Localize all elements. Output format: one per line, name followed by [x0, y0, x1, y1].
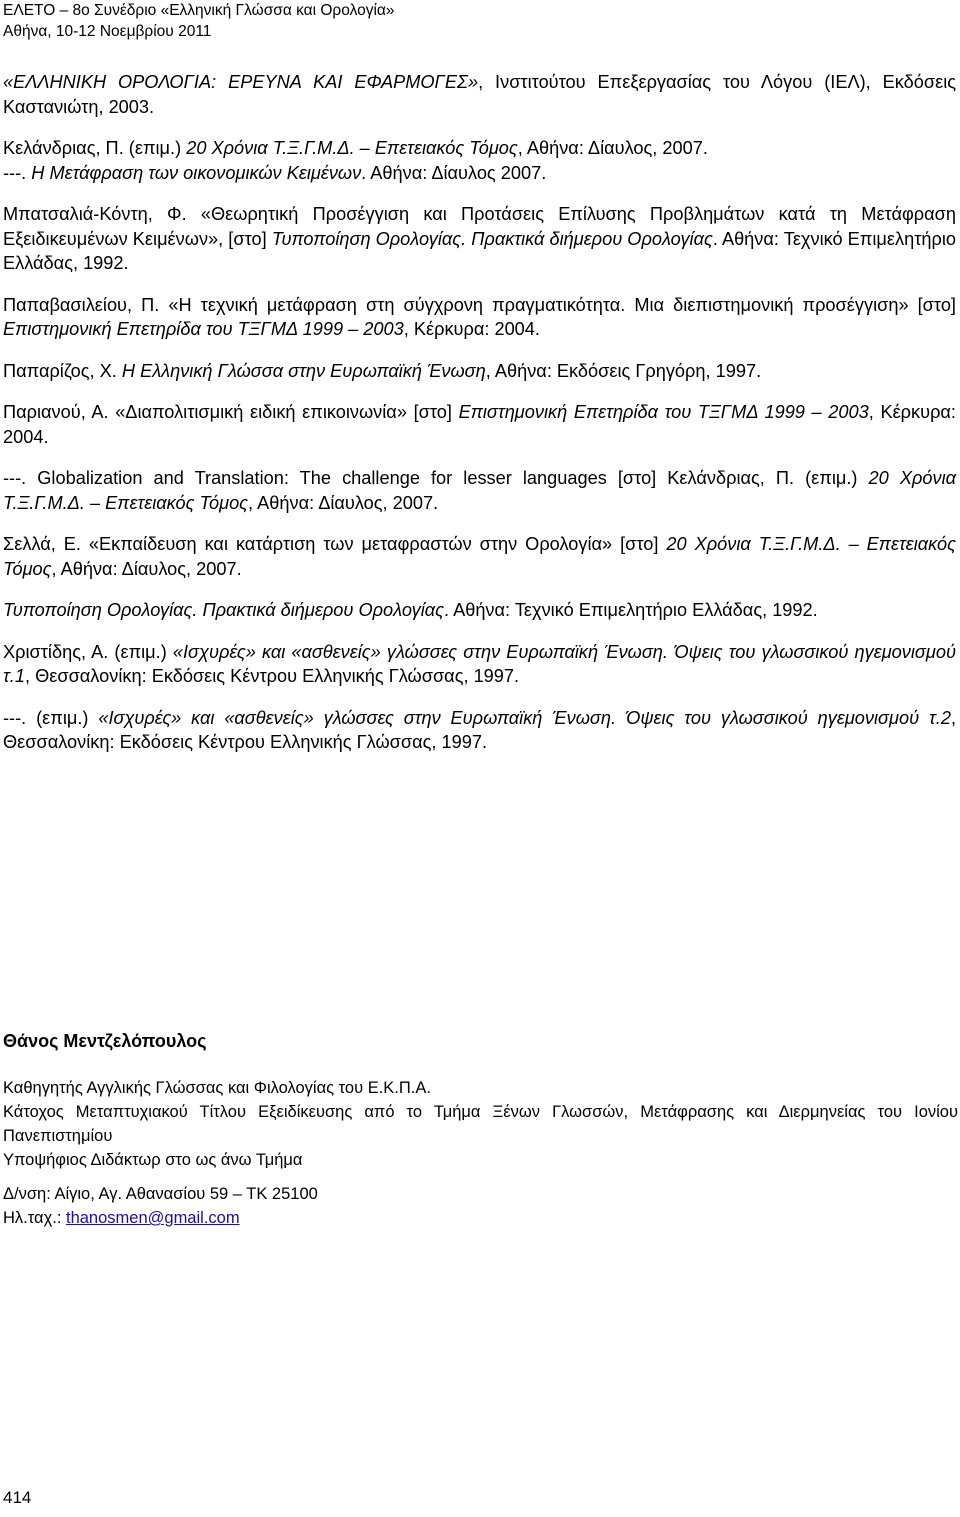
reference-entry: [3, 293, 956, 342]
reference-title: 20 Χρόνια Τ.Ξ.Γ.Μ.Δ. – Επετειακός Τόμος: [186, 138, 518, 158]
reference-entry: [3, 70, 956, 119]
reference-text: , Θεσσαλονίκη: Εκδόσεις Κέντρου Ελληνικής Γλώσσας, 1997.: [24, 666, 520, 686]
reference-title: Τυποποίηση Ορολογίας. Πρακτικά διήμερου Ορολογίας: [271, 228, 713, 249]
reference-title: «Ισχυρές» και «ασθενείς» γλώσσες στην Ευρωπαϊκή Ένωση. Όψεις του γλωσσικού ηγεμονισμού τ.1: [3, 641, 956, 686]
email-link[interactable]: thanosmen@gmail.com: [66, 1209, 240, 1227]
reference-title: Τυποποίηση Ορολογίας. Πρακτικά διήμερου Ορολογίας: [3, 600, 444, 620]
reference-title: Επιστημονική Επετηρίδα του ΤΞΓΜΔ 1999 – 2003: [3, 319, 404, 339]
reference-text: Παριανού, Α. «Διαπολιτισμική ειδική επικοινωνία» [στο]: [3, 402, 459, 422]
author-title-1: Καθηγητής Αγγλικής Γλώσσας και Φιλολογίας του Ε.Κ.Π.Α.: [3, 1079, 431, 1097]
header-conference: ΕΛΕΤΟ – 8ο Συνέδριο «Ελληνική Γλώσσα και Ορολογία»: [3, 2, 395, 19]
reference-text: ---.: [3, 162, 32, 183]
page-number: 414: [3, 1488, 32, 1507]
reference-text: Κελάνδριας, Π. (επιμ.): [3, 138, 187, 158]
reference-text: Χριστίδης, Α. (επιμ.): [3, 641, 173, 662]
reference-text: Μπατσαλιά-Κόντη, Φ. «Θεωρητική Προσέγγιση και Προτάσεις Επίλυσης Προβλημάτων κατά τη Μετάφραση Εξειδικευμένων Κειμένων», [στο]: [3, 204, 956, 249]
author-email-line: [3, 1206, 958, 1230]
reference-entry: [3, 466, 956, 515]
reference-title: Η Ελληνική Γλώσσα στην Ευρωπαϊκή Ένωση: [121, 360, 486, 381]
reference-text: , Ινστιτούτου Επεξεργασίας του Λόγου (ΙΕΛ), Εκδόσεις Καστανιώτη, 2003.: [3, 72, 956, 117]
author-bio: [3, 1028, 958, 1230]
reference-entry: [3, 136, 956, 185]
reference-text: Σελλά, Ε. «Εκπαίδευση και κατάρτιση των μεταφραστών στην Ορολογία» [στο]: [3, 534, 667, 554]
reference-text: ---. (επιμ.): [3, 707, 99, 728]
reference-title: «ΕΛΛΗΝΙΚΗ ΟΡΟΛΟΓΙΑ: ΕΡΕΥΝΑ ΚΑΙ ΕΦΑΡΜΟΓΕΣ»: [3, 72, 479, 92]
page-header: [3, 0, 394, 42]
reference-entry: [3, 640, 956, 689]
author-name: Θάνος Μεντζελόπουλος: [3, 1031, 207, 1051]
reference-entry: [3, 532, 956, 581]
email-label: Ηλ.ταχ.:: [3, 1209, 66, 1227]
author-address: Δ/νση: Αίγιο, Αγ. Αθανασίου 59 – ΤΚ 25100: [3, 1185, 318, 1203]
reference-text: . Αθήνα: Δίαυλος 2007.: [361, 162, 547, 183]
reference-entry: [3, 202, 956, 276]
reference-text: , Αθήνα: Δίαυλος, 2007.: [248, 492, 439, 513]
reference-text: . Αθήνα: Τεχνικό Επιμελητήριο Ελλάδας, 1992.: [3, 228, 956, 273]
reference-text: Παπαβασιλείου, Π. «Η τεχνική μετάφραση στη σύγχρονη πραγματικότητα. Μια διεπιστημονική προσέγγιση» [στο]: [3, 294, 956, 315]
reference-entry: [3, 706, 956, 755]
reference-text: , Κέρκυρα: 2004.: [403, 319, 540, 339]
header-place-date: Αθήνα, 10-12 Νοεμβρίου 2011: [3, 23, 212, 40]
reference-entry: [3, 400, 956, 449]
reference-text: , Αθήνα: Εκδόσεις Γρηγόρη, 1997.: [485, 360, 762, 381]
reference-text: . Αθήνα: Τεχνικό Επιμελητήριο Ελλάδας, 1992.: [443, 600, 818, 620]
reference-title: 20 Χρόνια Τ.Ξ.Γ.Μ.Δ. – Επετειακός Τόμος: [3, 468, 957, 513]
reference-title: 20 Χρόνια Τ.Ξ.Γ.Μ.Δ. – Επετειακός Τόμος: [3, 534, 956, 579]
author-title-2: Κάτοχος Μεταπτυχιακού Τίτλου Εξειδίκευσης από το Τμήμα Ξένων Γλωσσών, Μετάφρασης και Διερμηνείας του Ιονίου Πανεπιστημίου: [3, 1103, 958, 1145]
reference-entry: [3, 359, 956, 384]
reference-entry: [3, 598, 956, 623]
reference-text: , Αθήνα: Δίαυλος, 2007.: [517, 138, 708, 158]
reference-text: ---. Globalization and Translation: The challenge for lesser languages [στο] Κελάνδριας, Π. (επιμ.): [3, 468, 869, 488]
reference-text: , Θεσσαλονίκη: Εκδόσεις Κέντρου Ελληνικής Γλώσσας, 1997.: [3, 707, 956, 752]
reference-title: «Ισχυρές» και «ασθενείς» γλώσσες στην Ευρωπαϊκή Ένωση. Όψεις του γλωσσικού ηγεμονισμού τ.2: [98, 707, 951, 728]
reference-title: Επιστημονική Επετηρίδα του ΤΞΓΜΔ 1999 – 2003: [458, 402, 869, 422]
reference-text: , Αθήνα: Δίαυλος, 2007.: [51, 558, 242, 579]
reference-text: Παπαρίζος, Χ.: [3, 360, 122, 381]
reference-title: Η Μετάφραση των οικονομικών Κειμένων: [31, 162, 362, 183]
references-list: [3, 70, 956, 772]
author-title-3: Υποψήφιος Διδάκτωρ στο ως άνω Τμήμα: [3, 1151, 303, 1169]
reference-text: , Κέρκυρα: 2004.: [3, 402, 956, 447]
